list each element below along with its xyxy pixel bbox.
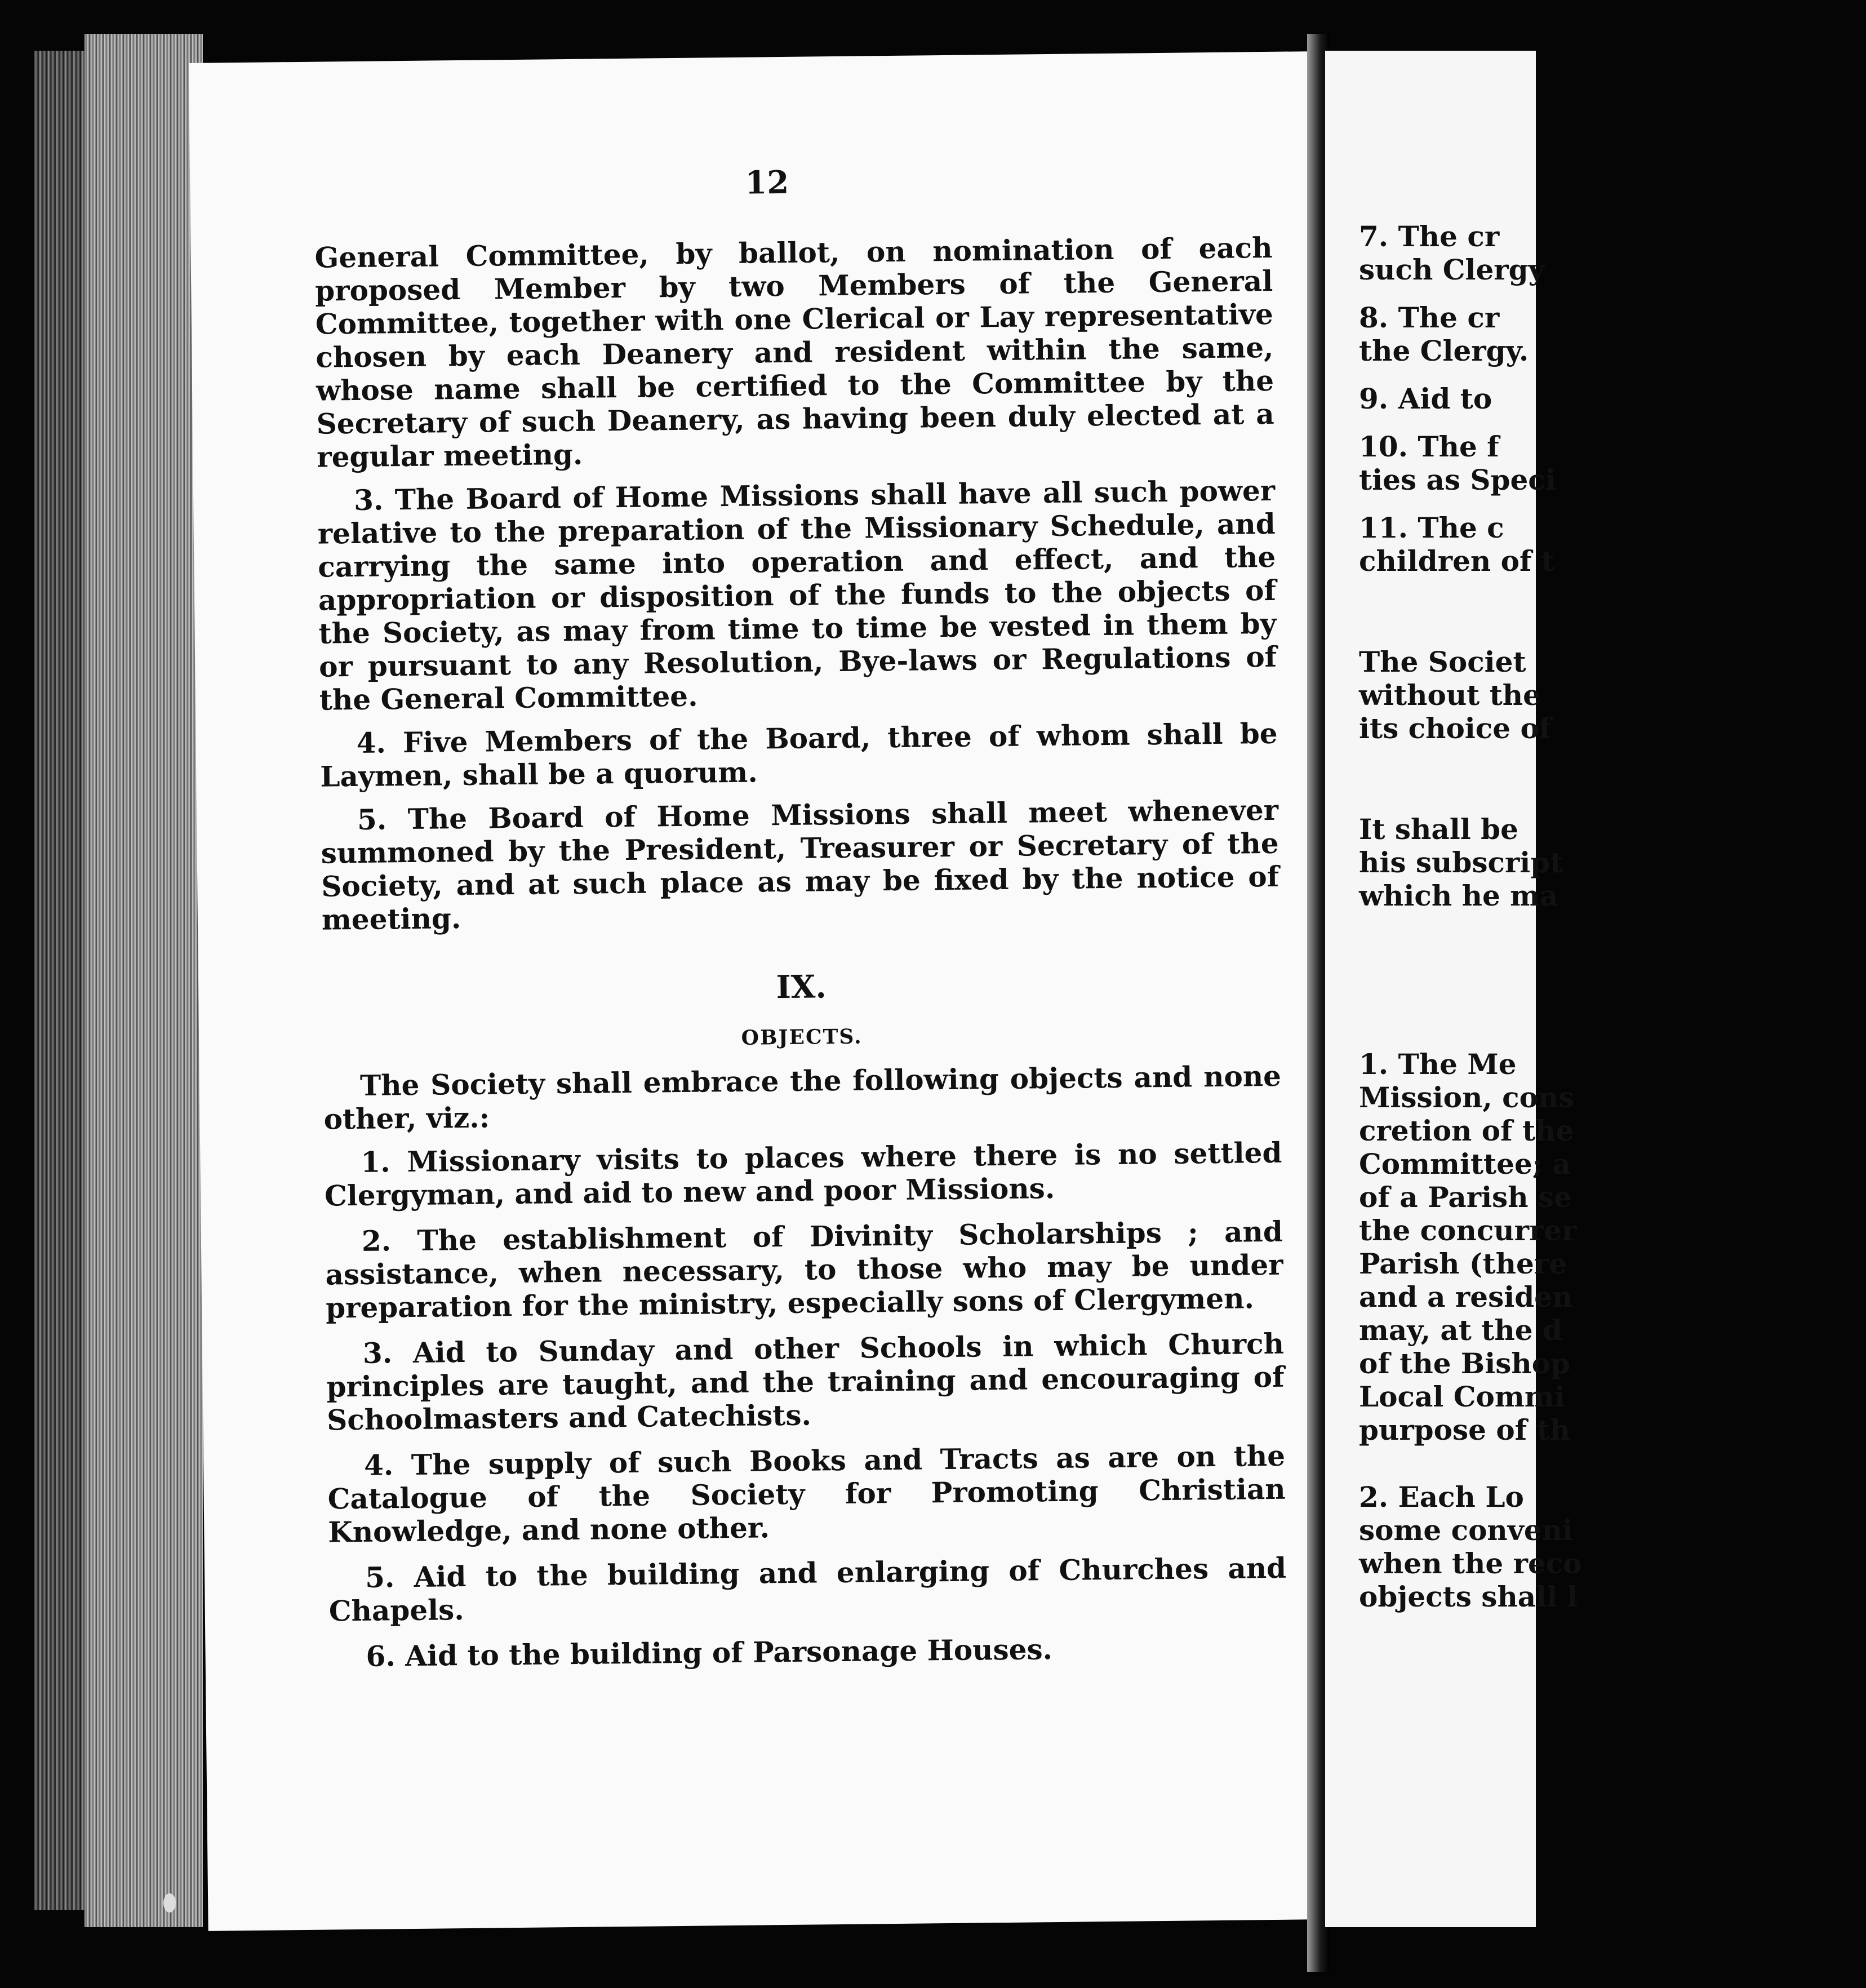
scan-speck	[163, 1893, 176, 1912]
right-line: the concurrer	[1359, 1214, 1577, 1247]
right-line: purpose of th	[1359, 1413, 1571, 1446]
right-line: The Societ	[1359, 645, 1526, 678]
object-item: 6. Aid to the building of Parsonage Houses.	[366, 1632, 1053, 1673]
right-line: children of t	[1359, 544, 1555, 578]
section-heading: OBJECTS.	[741, 1024, 863, 1050]
right-line: It shall be	[1359, 813, 1518, 846]
right-line: 11. The c	[1359, 511, 1504, 544]
right-line: some conveni	[1359, 1514, 1573, 1547]
clause-5: 5. The Board of Home Missions shall meet whenever summoned by the President, Treasurer or Secretary of the Society, and at such place as may be fixed by the notice of meeting.	[321, 793, 1279, 937]
right-line: may, at the d	[1359, 1314, 1562, 1347]
right-line: its choice of	[1359, 712, 1552, 745]
right-line: objects shall l	[1359, 1580, 1578, 1613]
object-item: 2. The establishment of Divinity Scholarships ; and assistance, when necessary, to those who may be under preparation for the ministry, especially sons of Clergymen.	[325, 1214, 1283, 1325]
page-number: 12	[744, 163, 789, 202]
right-page-text	[1359, 220, 1866, 1613]
clause-3: 3. The Board of Home Missions shall have all such power relative to the preparation of the Missionary Schedule, and carrying the same into operation and effect, and the appropriation or disposition of the funds to the objects of the Society, as may from time to time be vested in them by or pursuant to any Resolution, Bye-laws or Regulations of the General Committee.	[317, 473, 1277, 717]
object-item: 4. The supply of such Books and Tracts as are on the Catalogue of the Society for Promoting Christian Knowledge, and none other.	[327, 1439, 1286, 1549]
right-line: his subscript	[1359, 846, 1563, 879]
right-line: which he ma	[1359, 879, 1558, 912]
book-page-edges	[85, 34, 203, 1927]
object-item: 3. Aid to Sunday and other Schools in which Church principles are taught, and the training and encouraging of Schoolmasters and Catechists.	[326, 1326, 1285, 1437]
object-item: 1. Missionary visits to places where there is no settled Clergyman, and aid to new and poor Missions.	[324, 1135, 1282, 1213]
left-page-text	[314, 231, 1287, 1686]
right-line: cretion of the	[1359, 1114, 1574, 1147]
section-numeral: IX.	[776, 968, 827, 1006]
right-line: Committee; a	[1359, 1147, 1571, 1181]
clause-4: 4. Five Members of the Board, three of whom shall be Laymen, shall be a quorum.	[319, 716, 1278, 793]
objects-intro: The Society shall embrace the following objects and none other, viz.:	[323, 1059, 1282, 1136]
right-line: of a Parish se	[1359, 1181, 1572, 1214]
right-line: when the reco	[1359, 1547, 1582, 1580]
right-line: ties as Speci	[1359, 463, 1556, 496]
object-item: 5. Aid to the building and enlarging of Churches and Chapels.	[328, 1551, 1287, 1628]
right-line: Parish (there	[1359, 1247, 1567, 1280]
right-line: 7. The cr	[1359, 220, 1500, 253]
right-page	[1325, 51, 1582, 1927]
left-page	[189, 51, 1327, 1931]
opening-paragraph: General Committee, by ballot, on nomination of each proposed Member by two Members of the General Committee, together with one Clerical or Lay representative chosen by each Deanery and resident within the same, whose name shall be certified to the Committee by the Secretary of such Deanery, as having been duly elected at a regular meeting.	[314, 230, 1274, 474]
right-line: of the Bishop	[1359, 1347, 1570, 1380]
right-line: Local Commi	[1359, 1380, 1565, 1413]
right-line: without the	[1359, 678, 1541, 712]
right-line: the Clergy.	[1359, 334, 1529, 367]
right-line: 10. The f	[1359, 430, 1499, 463]
right-line: 1. The Me	[1359, 1048, 1517, 1081]
right-line: Mission, cons	[1359, 1081, 1575, 1114]
right-line: and a residen	[1359, 1280, 1573, 1314]
right-line: 8. The cr	[1359, 301, 1500, 334]
right-line: 9. Aid to	[1359, 382, 1492, 415]
right-line: such Clergy	[1359, 253, 1545, 286]
right-line: 2. Each Lo	[1359, 1480, 1524, 1514]
